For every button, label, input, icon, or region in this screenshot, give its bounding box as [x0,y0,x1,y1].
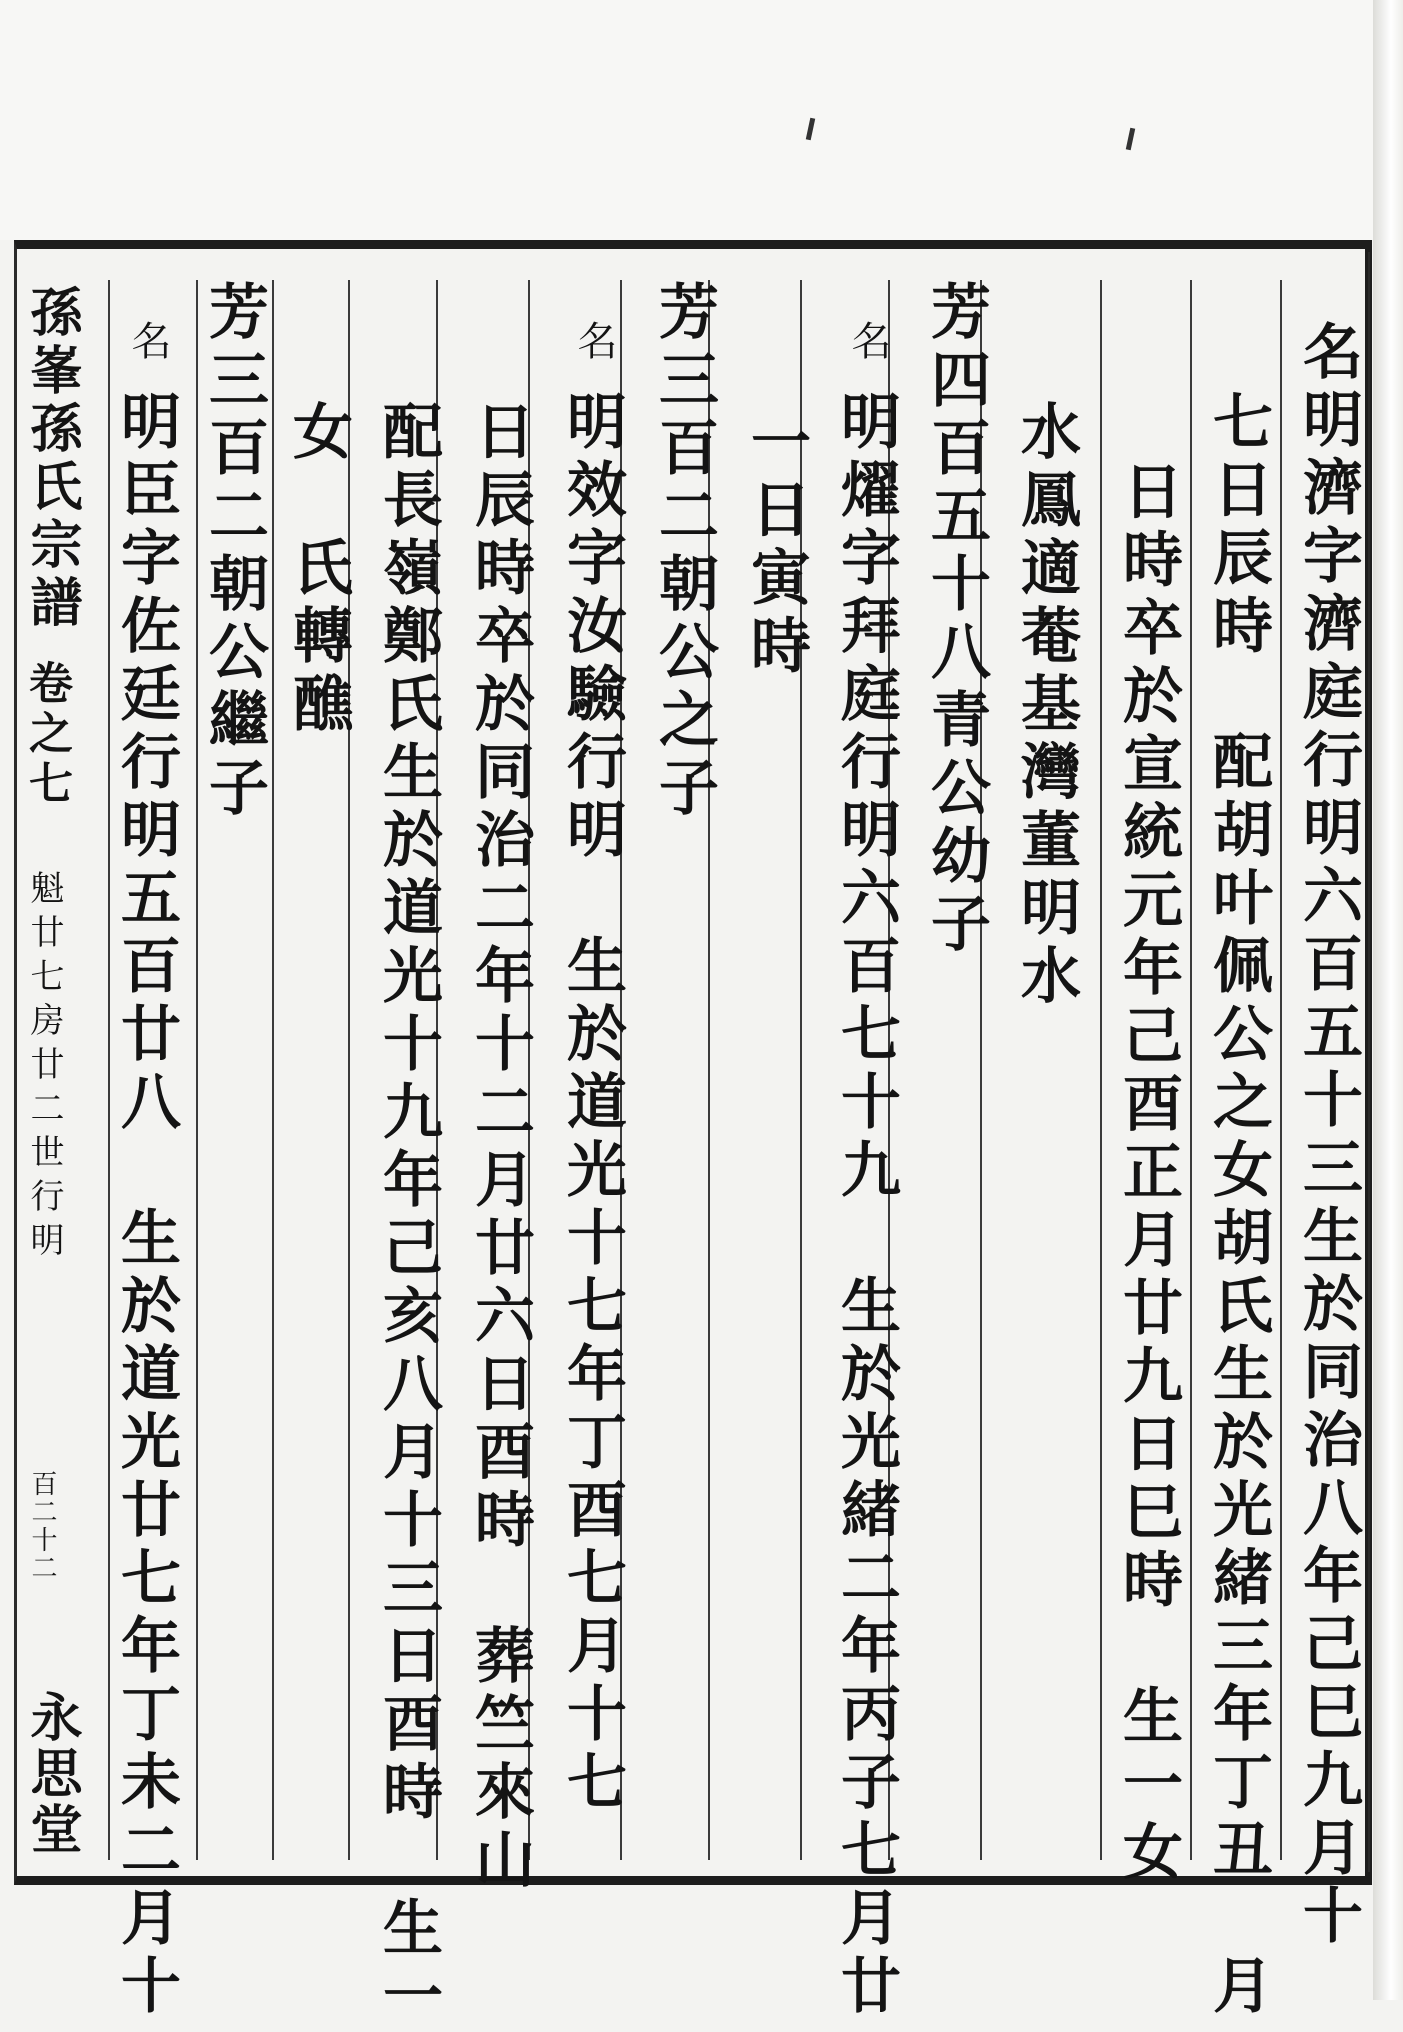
text-column: 芳三百二朝公之子 [649,280,719,824]
text-column: 芳三百二朝公繼子 [199,280,269,824]
text-column: 一日寅時 [741,410,811,682]
text-column: 明燿字拜庭行明六百七十九 生於光緒二年丙子七月廿 [831,390,901,2022]
page-top-margin [0,0,1403,240]
volume-label: 卷之七 [21,660,72,810]
text-column: 日辰時卒於同治二年十二月廿六日酉時 葬竺來山 [465,400,535,1896]
branch-label: 魁廿七房廿二世行明 [24,870,64,1266]
text-column: 明效字汝驗行明 生於道光十七年丁酉七月十七 [557,390,627,1818]
text-column: 水鳳適菴基灣董明水 [1011,400,1081,1012]
name-marker: 名 [571,320,617,380]
hall-name: 永思堂 [21,1690,82,1858]
text-column: 配長嶺鄭氏生於道光十九年己亥八月十三日酉時 生一 [373,400,443,2032]
text-column: 七日辰時 配胡叶佩公之女胡氏生於光緒三年丁丑 月 [1203,390,1273,2022]
page-number: 百二十二 [27,1470,57,1582]
text-column: 名明濟字濟庭行明六百五十三生於同治八年己巳九月十 [1293,320,1363,1952]
column-rule [1100,280,1102,1860]
name-marker: 名 [125,320,171,380]
text-column: 明臣字佐廷行明五百廿八 生於道光廿七年丁未二月十 [111,390,181,2022]
text-column: 日時卒於宣統元年己酉正月廿九日巳時 生一女 [1113,460,1183,1888]
column-rule [1280,280,1282,1860]
book-title: 孫峯孫氏宗譜 [21,285,82,633]
binding-edge [1373,0,1403,2000]
column-rule [272,280,274,1860]
text-column: 女 氏轉醮 [283,400,353,740]
name-marker: 名 [845,320,891,380]
column-rule [1190,280,1192,1860]
text-column: 芳四百五十八青公幼子 [921,280,991,960]
